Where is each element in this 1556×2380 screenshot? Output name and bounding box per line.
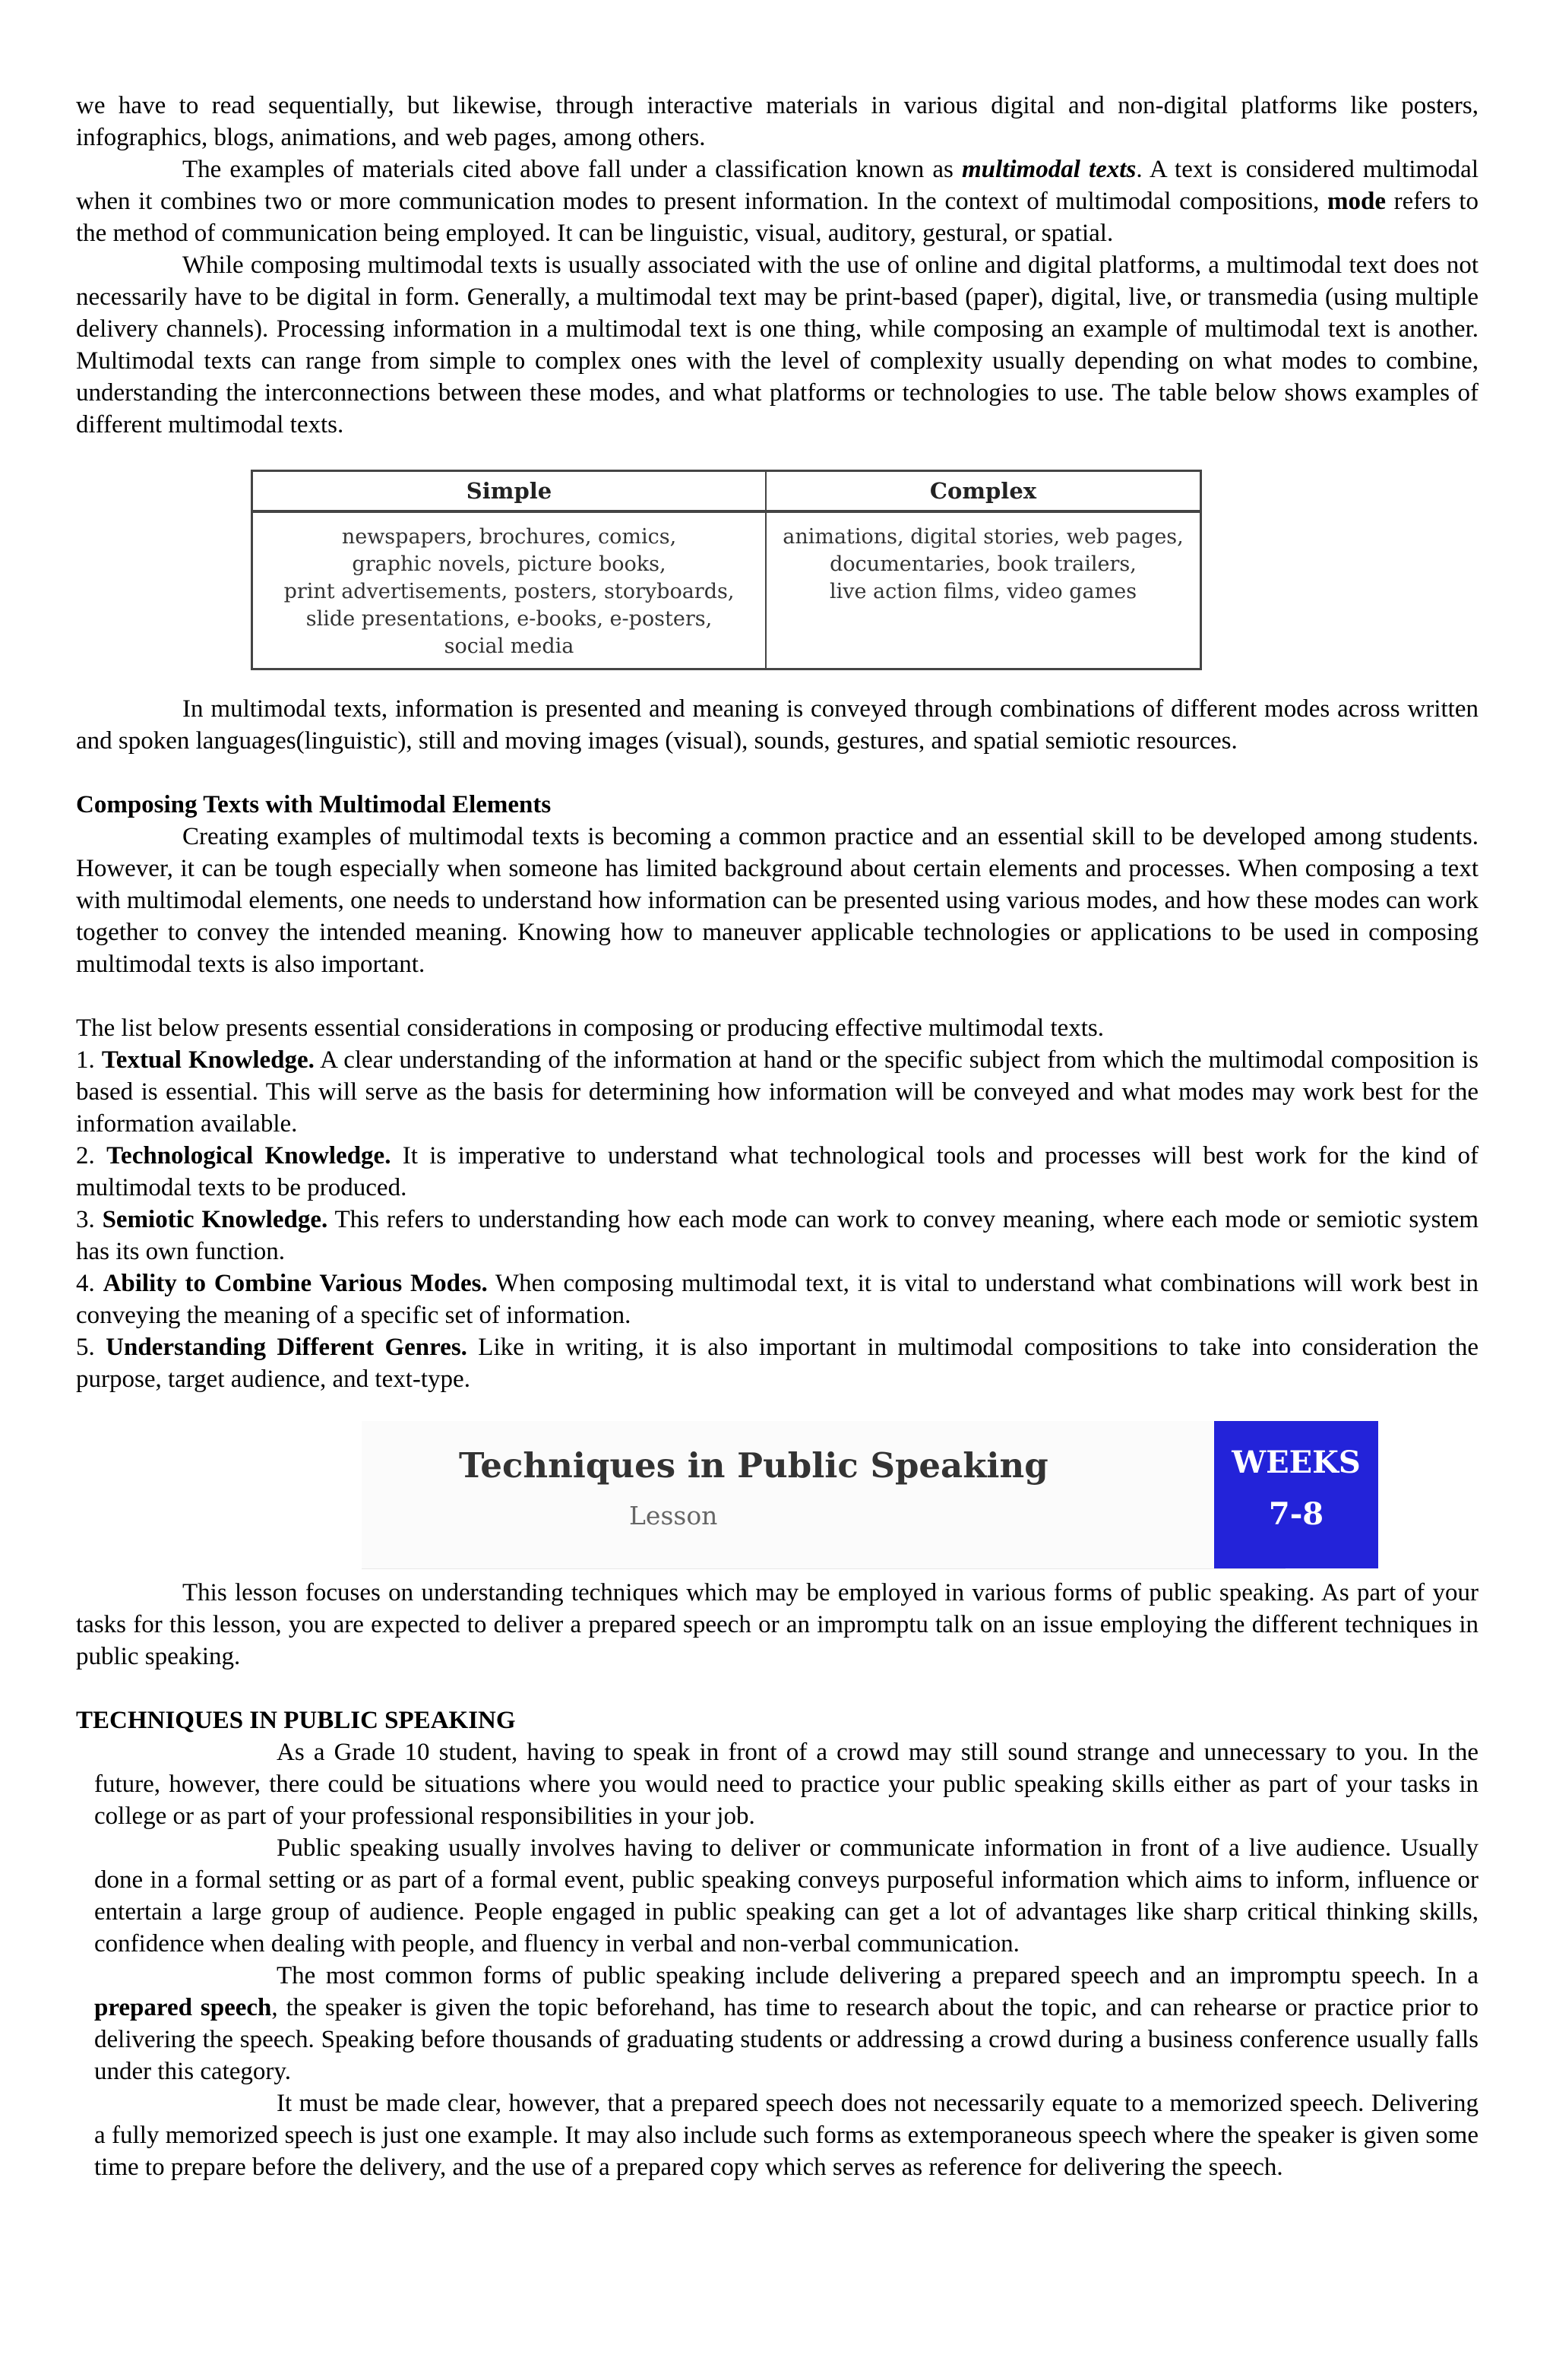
after-table-text: In multimodal texts, information is presented and meaning is conveyed through combinations of different modes across written and spoken languages(linguistic), still and moving images (visual), sounds, gestures, and spatial semiotic resources.: [76, 695, 1479, 755]
list-number: 2.: [76, 1142, 107, 1169]
techniques-paragraph-4: [94, 2087, 1479, 2183]
techniques-p3-text-b: , the speaker is given the topic beforehand, has time to research about the topic, and can rehearse or practice prior to delivering the speech. Speaking before thousands of graduating students or addressing a crowd during a business conference usually falls under this category.: [94, 1994, 1479, 2085]
list-item-text: A clear understanding of the information at hand or the specific subject from which the multimodal composition is based is essential. This will serve as the basis for determining how information will be conveyed and what modes may work best for the information available.: [76, 1046, 1479, 1138]
list-item: [76, 1204, 1479, 1268]
lesson-intro-text: This lesson focuses on understanding techniques which may be employed in various forms of public speaking. As part of your tasks for this lesson, you are expected to deliver a prepared speech or an impromptu talk on an issue employing the different techniques in public speaking.: [76, 1579, 1479, 1670]
multimodal-texts-term: multimodal texts: [962, 156, 1137, 183]
document-page: [76, 90, 1479, 2183]
intro-paragraph-1: [76, 90, 1479, 153]
lesson-banner-subtitle: Lesson: [629, 1501, 718, 1530]
simple-line: social media: [444, 635, 574, 658]
list-item-text: When composing multimodal text, it is vital to understand what combinations will work best in conveying the meaning of a specific set of information.: [76, 1270, 1479, 1329]
list-item-title: Ability to Combine Various Modes.: [103, 1270, 488, 1297]
list-number: 3.: [76, 1206, 103, 1233]
list-item-title: Semiotic Knowledge.: [102, 1206, 328, 1233]
list-number: 1.: [76, 1046, 102, 1074]
list-item-text: It is imperative to understand what technological tools and processes will best work for the kind of multimodal texts to be produced.: [76, 1142, 1479, 1201]
techniques-paragraph-3: [94, 1960, 1479, 2087]
multimodal-examples-table: [251, 470, 1202, 670]
techniques-p4-text: It must be made clear, however, that a prepared speech does not necessarily equate to a memorized speech. Delivering a fully memorized speech is just one example. It may also include such forms as extemporaneous speech where the speaker is given some time to prepare before the delivery, and the use of a prepared copy which serves as reference for delivering the speech.: [94, 2090, 1479, 2181]
weeks-badge-label: WEEKS: [1232, 1445, 1361, 1480]
table-cell-simple: [252, 511, 767, 669]
lesson-intro-paragraph: [76, 1577, 1479, 1673]
simple-line: newspapers, brochures, comics,: [341, 525, 677, 549]
list-item: [76, 1044, 1479, 1140]
weeks-badge: [1214, 1421, 1378, 1568]
simple-line: print advertisements, posters, storyboards,: [283, 580, 735, 603]
techniques-p1-text: As a Grade 10 student, having to speak in front of a crowd may still sound strange and unnecessary to you. In the future, however, there could be situations where you would need to practice your public speaking skills either as part of your tasks in college or as part of your professional responsibilities in your job.: [94, 1739, 1479, 1830]
simple-line: slide presentations, e-books, e-posters,: [305, 607, 713, 631]
list-number: 4.: [76, 1270, 103, 1297]
list-item-title: Understanding Different Genres.: [106, 1334, 467, 1361]
techniques-p3-text-a: The most common forms of public speaking include delivering a prepared speech and an impromptu speech. In a: [277, 1962, 1479, 1989]
complex-line: animations, digital stories, web pages,: [783, 525, 1184, 549]
table-header-simple: Simple: [252, 471, 767, 512]
list-item-text: Like in writing, it is also important in multimodal compositions to take into consideration the purpose, target audience, and text-type.: [76, 1334, 1479, 1393]
techniques-p2-text: Public speaking usually involves having to deliver or communicate information in front of a live audience. Usually done in a formal setting or as part of a formal event, public speaking conveys purposeful information which aims to inform, influence or entertain a large group of audience. People engaged in public speaking can get a lot of advantages like sharp critical thinking skills, confidence when dealing with people, and fluency in verbal and non-verbal communication.: [94, 1834, 1479, 1957]
list-item-text: This refers to understanding how each mode can work to convey meaning, where each mode or semiotic system has its own function.: [76, 1206, 1479, 1265]
techniques-paragraph-2: [94, 1832, 1479, 1960]
after-table-paragraph: [76, 693, 1479, 757]
intro-p3-text: While composing multimodal texts is usually associated with the use of online and digital platforms, a multimodal text does not necessarily have to be digital in form. Generally, a multimodal text may be print-based (paper), digital, live, or transmedia (using multiple delivery channels). Processing information in a multimodal text is one thing, while composing an example of multimodal text is another. Multimodal texts can range from simple to complex ones with the level of complexity usually depending on what modes to combine, understanding the interconnections between these modes, and what platforms or technologies to use. The table below shows examples of different multimodal texts.: [76, 252, 1479, 438]
prepared-speech-term: prepared speech: [94, 1994, 272, 2021]
intro-p2-text-b: . A text is considered multimodal when it combines two or more communication modes to present information. In the context of multimodal compositions,: [76, 156, 1479, 215]
multimodal-examples-table-wrapper: [251, 470, 1205, 670]
list-item: [76, 1268, 1479, 1331]
intro-p2-text-c: refers to the method of communication being employed. It can be linguistic, visual, auditory, gestural, or spatial.: [76, 188, 1479, 247]
complex-line: live action films, video games: [829, 580, 1137, 603]
composing-paragraph: [76, 821, 1479, 980]
table-row: [252, 511, 1201, 669]
list-item: [76, 1140, 1479, 1204]
list-number: 5.: [76, 1334, 106, 1361]
table-cell-complex: [766, 511, 1201, 669]
intro-p2-text-a: The examples of materials cited above fall under a classification known as: [182, 156, 962, 183]
lesson-banner-title: Techniques in Public Speaking: [459, 1445, 1048, 1486]
techniques-paragraph-1: [94, 1736, 1479, 1832]
lesson-banner: [362, 1421, 1361, 1569]
list-intro: The list below presents essential considerations in composing or producing effective multimodal texts.: [76, 1014, 1105, 1042]
composing-heading: Composing Texts with Multimodal Elements: [76, 791, 552, 818]
techniques-section: [76, 1736, 1479, 2183]
intro-paragraph-3: [76, 249, 1479, 441]
composing-p1-text: Creating examples of multimodal texts is becoming a common practice and an essential skill to be developed among students. However, it can be tough especially when someone has limited background about certain elements and processes. When composing a text with multimodal elements, one needs to understand how information can be presented using various modes, and how these modes can work together to convey the intended meaning. Knowing how to maneuver applicable technologies or applications to be used in composing multimodal texts is also important.: [76, 823, 1479, 978]
simple-line: graphic novels, picture books,: [352, 552, 666, 576]
table-header-complex: Complex: [766, 471, 1201, 512]
intro-paragraph-2: [76, 153, 1479, 249]
weeks-badge-range: 7-8: [1268, 1496, 1324, 1532]
intro-p1-text: we have to read sequentially, but likewise, through interactive materials in various digital and non-digital platforms like posters, infographics, blogs, animations, and web pages, among others.: [76, 92, 1479, 151]
table-header-row: [252, 471, 1201, 512]
list-item-title: Textual Knowledge.: [101, 1046, 315, 1074]
techniques-heading: TECHNIQUES IN PUBLIC SPEAKING: [76, 1707, 516, 1734]
list-item-title: Technological Knowledge.: [106, 1142, 391, 1169]
list-item: [76, 1331, 1479, 1395]
complex-line: documentaries, book trailers,: [830, 552, 1137, 576]
mode-term: mode: [1327, 188, 1386, 215]
